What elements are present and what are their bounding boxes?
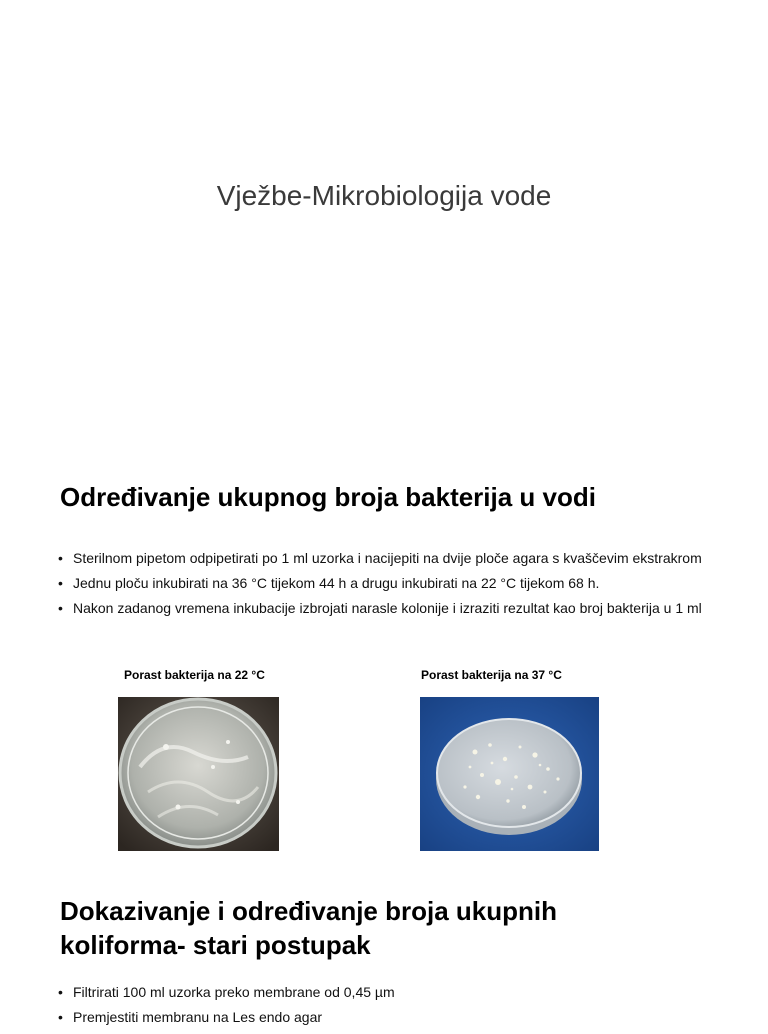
- heading-line: koliforma- stari postupak: [60, 930, 371, 960]
- bullet-list-total-bacteria: [58, 550, 708, 625]
- list-item: • Premjestiti membranu na Les endo agar: [58, 1009, 708, 1026]
- heading-line: Dokazivanje i određivanje broja ukupnih: [60, 896, 557, 926]
- title-slide: [0, 0, 768, 440]
- petri-dish-photo-22c: [118, 697, 279, 851]
- deck-title: Vježbe-Mikrobiologija vode: [216, 180, 552, 211]
- section-heading-total-bacteria: Određivanje ukupnog broja bakterija u vodi: [60, 482, 596, 512]
- bullet-list-coliforms: [58, 984, 708, 1034]
- list-item: • Nakon zadanog vremena inkubacije izbrojati narasle kolonije i izraziti rezultat kao broj bakterija u 1 ml: [58, 600, 708, 617]
- list-item: • Jednu ploču inkubirati na 36 °C tijekom 44 h a drugu inkubirati na 22 °C tijekom 68 h.: [58, 575, 708, 592]
- caption-37c: Porast bakterija na 37 °C: [421, 668, 562, 682]
- caption-22c: Porast bakterija na 22 °C: [124, 668, 265, 682]
- petri-dish-photo-37c: [420, 697, 599, 851]
- list-item: • Filtrirati 100 ml uzorka preko membrane od 0,45 µm: [58, 984, 708, 1001]
- section-heading-coliforms: [60, 894, 557, 962]
- list-item: • Sterilnom pipetom odpipetirati po 1 ml uzorka i nacijepiti na dvije ploče agara s kvaščevim ekstrakrom: [58, 550, 708, 567]
